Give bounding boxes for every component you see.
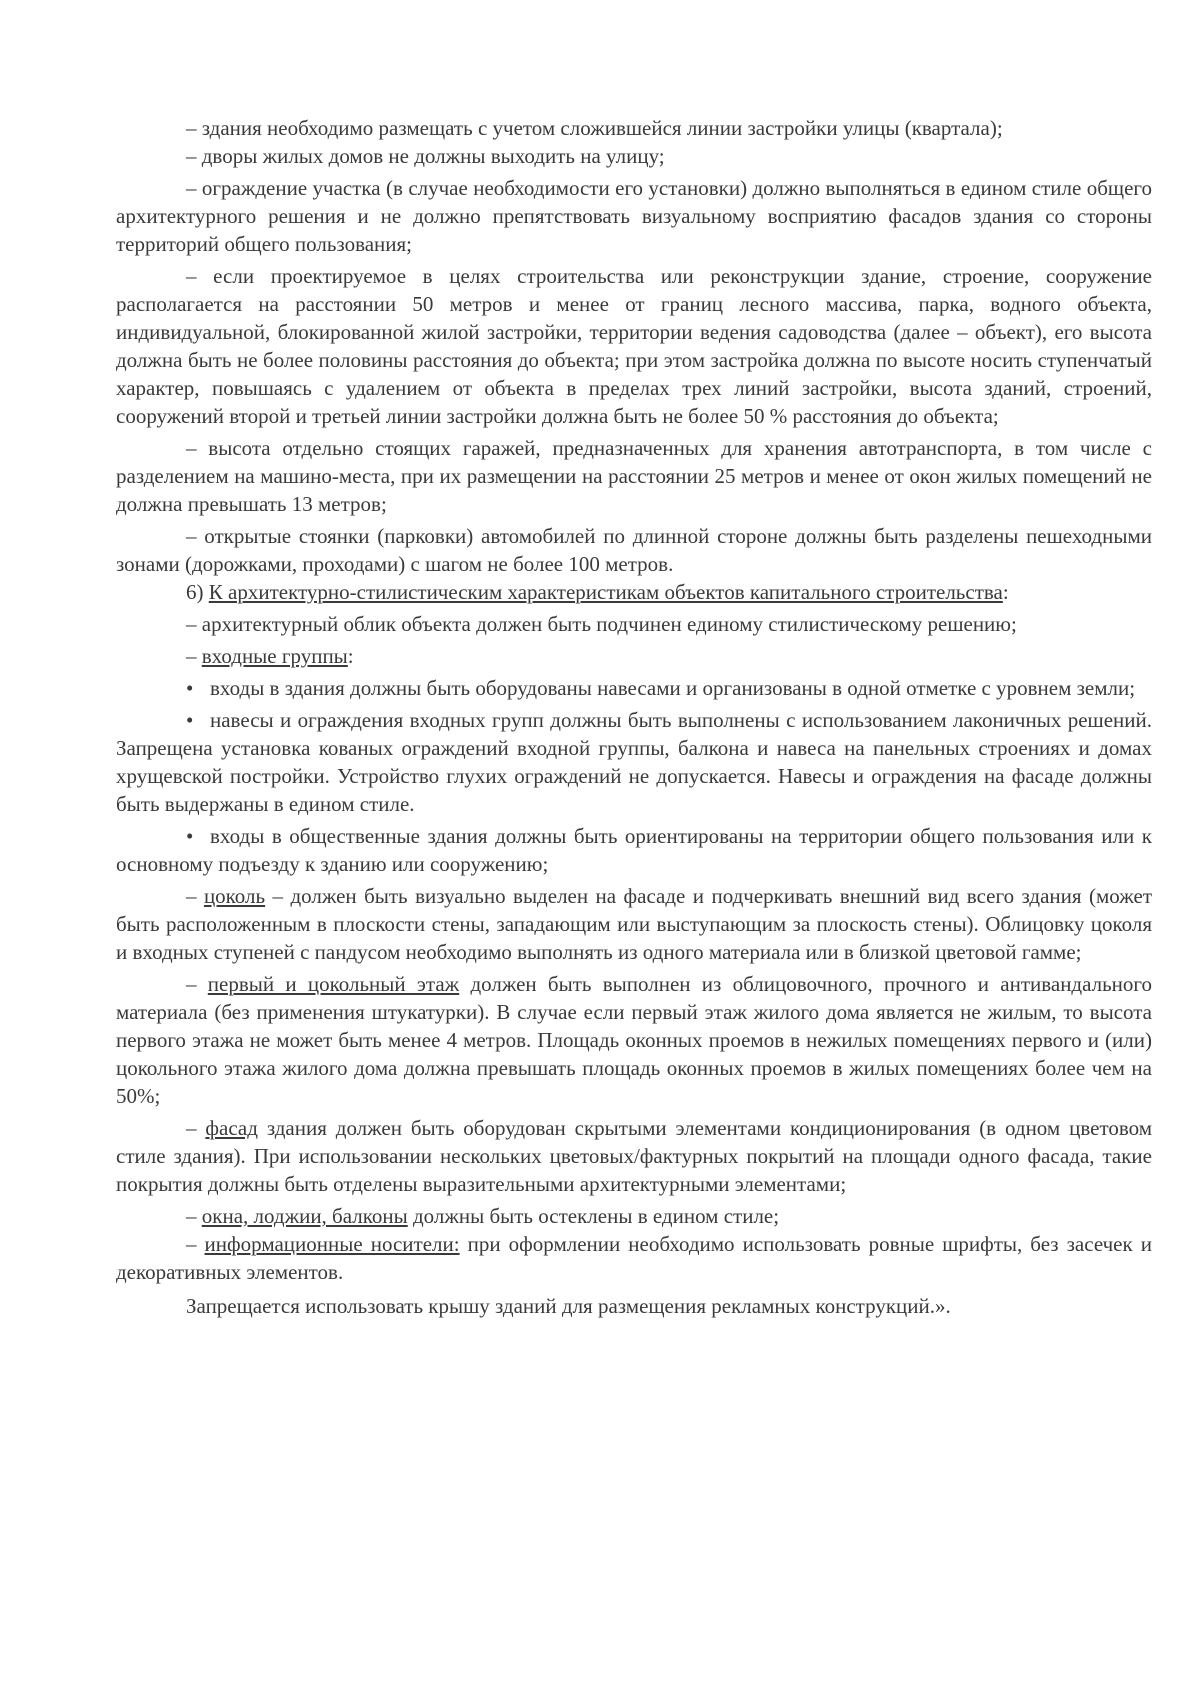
paragraph (116, 1114, 1152, 1198)
paragraph (116, 1202, 1152, 1230)
text-run: – дворы жилых домов не должны выходить на улицу; (186, 144, 665, 168)
underlined-term: фасад (205, 1116, 258, 1140)
bullet-paragraph (116, 822, 1152, 878)
underlined-term: цоколь (203, 884, 266, 908)
text-run: навесы и ограждения входных групп должны быть выполнены с использованием лаконичных решений. Запрещена установка кованых ограждений входной группы, балкона и навеса на панельных строениях и домах хрущевской постройки. Устройство глухих ограждений не допускается. Навесы и ограждения на фасаде должны быть выдержаны в едином стиле. (116, 708, 1152, 816)
text-run: – (186, 1204, 202, 1228)
text-run: – (186, 1116, 206, 1140)
paragraph (116, 610, 1152, 638)
text-run: – ограждение участка (в случае необходимости его установки) должно выполняться в едином стиле общего архитектурного решения и не должно препятствовать визуальному восприятию фасадов здания со стороны территорий общего пользования; (116, 176, 1152, 256)
paragraph (116, 434, 1152, 518)
text-run: – (186, 884, 204, 908)
text-run: – (186, 972, 208, 996)
text-run: должны быть остеклены в едином стиле; (407, 1204, 780, 1228)
text-run: – (186, 644, 202, 668)
text-run: Запрещается использовать крышу зданий для размещения рекламных конструкций.». (186, 1294, 951, 1318)
bullet-icon: • (186, 676, 194, 700)
paragraph (116, 642, 1152, 670)
paragraph (116, 882, 1152, 966)
text-run: – высота отдельно стоящих гаражей, предназначенных для хранения автотранспорта, в том числе с разделением на машино-места, при их размещении на расстоянии 25 метров и менее от окон жилых помещений не должна превышать 13 метров; (116, 436, 1152, 516)
text-run: входы в здания должны быть оборудованы навесами и организованы в одной отметке с уровнем земли; (210, 676, 1136, 700)
text-run: – если проектируемое в целях строительства или реконструкции здание, строение, сооружение располагается на расстоянии 50 метров и менее от границ лесного массива, парка, водного объекта, индивидуальной, блокированной жилой застройки, территории ведения садоводства (далее – объект), его высота должна быть не более половины расстояния до объекта; при этом застройка должна по высоте носить ступенчатый характер, повышаясь с удалением от объекта в пределах трех линий застройки, высота зданий, строений, сооружений второй и третьей линии застройки должна быть не более 50 % расстояния до объекта; (116, 264, 1152, 428)
paragraph (116, 114, 1152, 142)
underlined-term: окна, лоджии, балконы (201, 1204, 408, 1228)
text-run: при оформлении необходимо использовать ровные шрифты, без засечек и декоративных элементов. (116, 1232, 1152, 1284)
text-run: : (1002, 580, 1009, 604)
text-run: – архитектурный облик объекта должен быть подчинен единому стилистическому решению; (186, 612, 1017, 636)
bullet-icon: • (186, 708, 194, 732)
text-run: – должен быть визуально выделен на фасаде и подчеркивать внешний вид всего здания (может быть расположенным в плоскости стены, западающим или выступающим за плоскость стены). Облицовку цоколя и входных ступеней с пандусом необходимо выполнять из одного материала или в близкой цветовой гамме; (116, 884, 1152, 964)
paragraph (116, 578, 1152, 606)
paragraph (116, 174, 1152, 258)
document-page (116, 114, 1152, 1320)
paragraph (116, 142, 1152, 170)
paragraph (116, 1230, 1152, 1286)
underlined-term: входные группы (201, 644, 348, 668)
paragraph (116, 970, 1152, 1110)
text-run: – открытые стоянки (парковки) автомобилей по длинной стороне должны быть разделены пешеходными зонами (дорожками, проходами) с шагом не более 100 метров. (116, 524, 1152, 576)
underlined-term: информационные носители: (204, 1232, 460, 1256)
text-run: входы в общественные здания должны быть ориентированы на территории общего пользования или к основному подъезду к зданию или сооружению; (116, 824, 1152, 876)
bullet-paragraph (116, 674, 1152, 702)
text-run: – (186, 1232, 205, 1256)
text-run: – здания необходимо размещать с учетом сложившейся линии застройки улицы (квартала); (186, 116, 1003, 140)
underlined-term: первый и цокольный этаж (207, 972, 460, 996)
underlined-term: К архитектурно-стилистическим характеристикам объектов капитального строительства (208, 580, 1003, 604)
text-run: : (347, 644, 354, 668)
text-run: 6) (186, 580, 209, 604)
bullet-paragraph (116, 706, 1152, 818)
text-run: должен быть выполнен из облицовочного, прочного и антивандального материала (без применения штукатурки). В случае если первый этаж жилого дома является не жилым, то высота первого этажа не может быть менее 4 метров. Площадь оконных проемов в нежилых помещениях первого и (или) цокольного этажа жилого дома должна превышать площадь оконных проемов в жилых помещениях более чем на 50%; (116, 972, 1153, 1108)
bullet-icon: • (186, 824, 194, 848)
closing-paragraph (116, 1292, 1152, 1320)
text-run: здания должен быть оборудован скрытыми элементами кондиционирования (в одном цветовом стиле здания). При использовании нескольких цветовых/фактурных покрытий на площади одного фасада, такие покрытия должны быть отделены выразительными архитектурными элементами; (116, 1116, 1153, 1196)
paragraph (116, 522, 1152, 578)
paragraph (116, 262, 1152, 430)
